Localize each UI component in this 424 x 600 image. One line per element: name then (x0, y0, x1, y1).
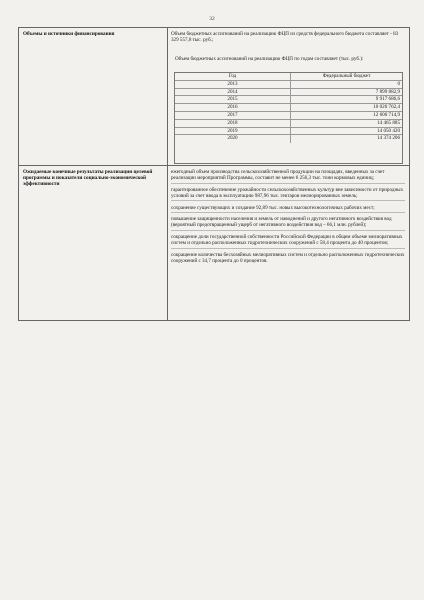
budget-cell: 14 374 206 (290, 135, 402, 143)
budget-cell: 14 465 885 (290, 120, 402, 127)
budget-cell: 9 917 686,6 (290, 96, 402, 103)
result-item: повышение защищенности населения и земель от наводнений и другого негативного воздействия вод (вероятный предотвращенный ущерб от негативного воздействия вод – 66,1 млн. рублей); (171, 216, 405, 231)
year-cell: 2019 (227, 127, 238, 134)
table-row (175, 96, 402, 104)
year-cell: 2018 (227, 119, 238, 126)
column-divider (167, 28, 168, 320)
budget-cell: 10 020 762,4 (290, 104, 402, 111)
budget-cell: 14 050 420 (290, 128, 402, 135)
year-cell: 2014 (227, 88, 238, 95)
result-item: сохранение существующих и создание 92,89 тыс. новых высокотехнологичных рабочих мест; (171, 205, 405, 213)
year-cell: 2015 (227, 96, 238, 103)
year-cell: 2016 (227, 104, 238, 111)
table-row (175, 128, 402, 136)
funding-by-year-table (174, 72, 403, 164)
results-label: Ожидаемые конечные результаты реализации целевой программы и показатели социально-экономической эффективности (23, 169, 153, 188)
budget-cell: 12 600 714,9 (290, 112, 402, 119)
table-row (175, 104, 402, 112)
table-row (175, 89, 402, 97)
table-row (175, 120, 402, 128)
result-item: ежегодный объем производства сельскохозяйственной продукции на площадях, введенных за счет реализации мероприятий Программы, составит не менее 6 256,3 тыс. тонн кормовых единиц; (171, 169, 405, 184)
result-item: сокращение доли государственной собственности Российской Федерации в общем объеме мелиоративных систем и отдельно расположенных гидротехнических сооружений с 58,4 процента до 40 процентов; (171, 234, 405, 249)
budget-header: Федеральный бюджет (290, 73, 402, 80)
table-row (175, 135, 402, 143)
result-item: гарантированное обеспечение урожайности сельскохозяйственных культур вне зависимости от природных условий за счет ввода в эксплуатацию 987,96 тыс. гектаров мелиорированных земель; (171, 187, 405, 202)
year-cell: 2013 (227, 80, 238, 87)
year-cell: 2020 (227, 135, 238, 142)
budget-cell: 7 899 882,9 (290, 89, 402, 96)
row-divider (19, 165, 409, 166)
table-row (175, 81, 402, 89)
funding-table-caption: Объем бюджетных ассигнований на реализацию ФЦП по годам составляет (тыс. руб.): (175, 56, 364, 62)
funding-label: Объемы и источники финансирования (23, 31, 115, 37)
year-cell: 2017 (227, 112, 238, 118)
table-row (175, 112, 402, 120)
results-list (171, 169, 405, 269)
page-number: 32 (209, 16, 215, 22)
table-header-row (175, 73, 402, 81)
year-header: Год (228, 73, 237, 79)
passport-table (18, 27, 410, 321)
budget-cell: 0 (290, 81, 402, 88)
funding-intro: Объем бюджетных ассигнований на реализацию ФЦП из средств федерального бюджета составляет - 83 329 557,8 тыс. руб.; (171, 31, 399, 44)
result-item: сокращение количества бесхозяйных мелиоративных систем и отдельно расположенных гидротехнических сооружений с 34,7 процента до 0 процентов. (171, 251, 405, 264)
